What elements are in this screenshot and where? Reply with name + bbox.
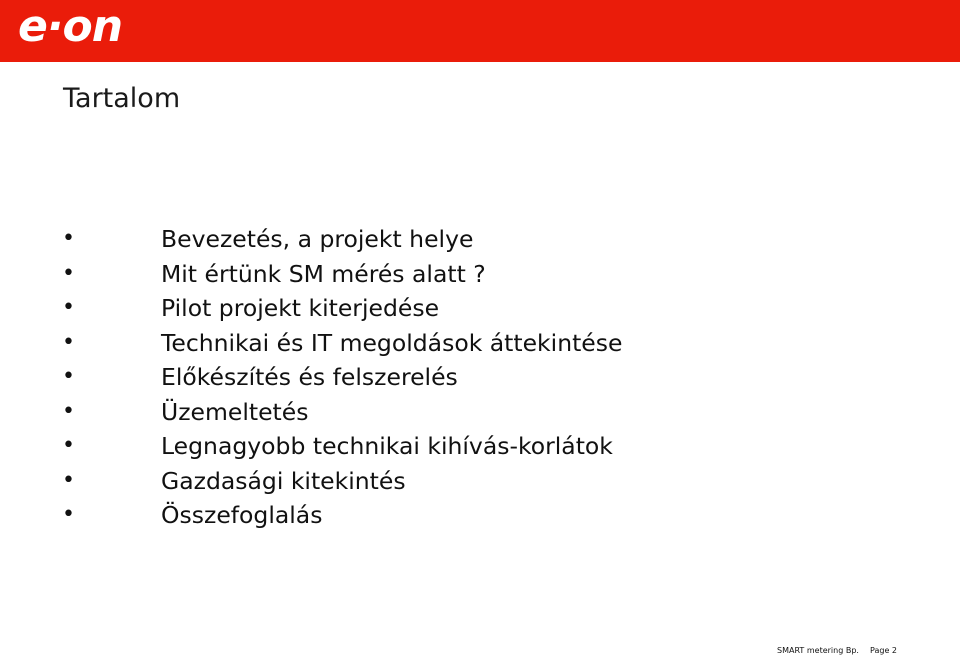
list-item-text: Üzemeltetés: [161, 397, 309, 426]
bullet-icon: •: [62, 295, 75, 320]
bullet-icon: •: [62, 364, 75, 389]
bullet-icon: •: [62, 467, 75, 493]
page-title: Tartalom: [63, 83, 181, 114]
footer-label: SMART metering Bp.: [777, 646, 859, 655]
bullet-icon: •: [62, 260, 75, 286]
bullet-icon: •: [62, 226, 75, 251]
bullet-icon: •: [62, 502, 75, 527]
bullet-icon: •: [62, 433, 75, 458]
list-item-text: Pilot projekt kiterjedése: [161, 294, 440, 322]
list-item-text: Gazdasági kitekintés: [161, 466, 406, 495]
header-bar: [0, 0, 960, 62]
list-item-text: Összefoglalás: [161, 501, 323, 529]
list-item-text: Legnagyobb technikai kihívás-korlátok: [161, 432, 613, 460]
bullet-icon: •: [62, 329, 75, 355]
list-item-text: Mit értünk SM mérés alatt ?: [161, 259, 486, 288]
footer: [0, 646, 960, 658]
list-item-text: Előkészítés és felszerelés: [161, 363, 458, 391]
list-item-text: Bevezetés, a projekt helye: [161, 225, 474, 253]
bullet-icon: •: [62, 398, 75, 424]
page-number: Page 2: [870, 646, 897, 655]
list-item-text: Technikai és IT megoldások áttekintése: [161, 328, 623, 357]
eon-logo: e·on: [18, 1, 123, 52]
